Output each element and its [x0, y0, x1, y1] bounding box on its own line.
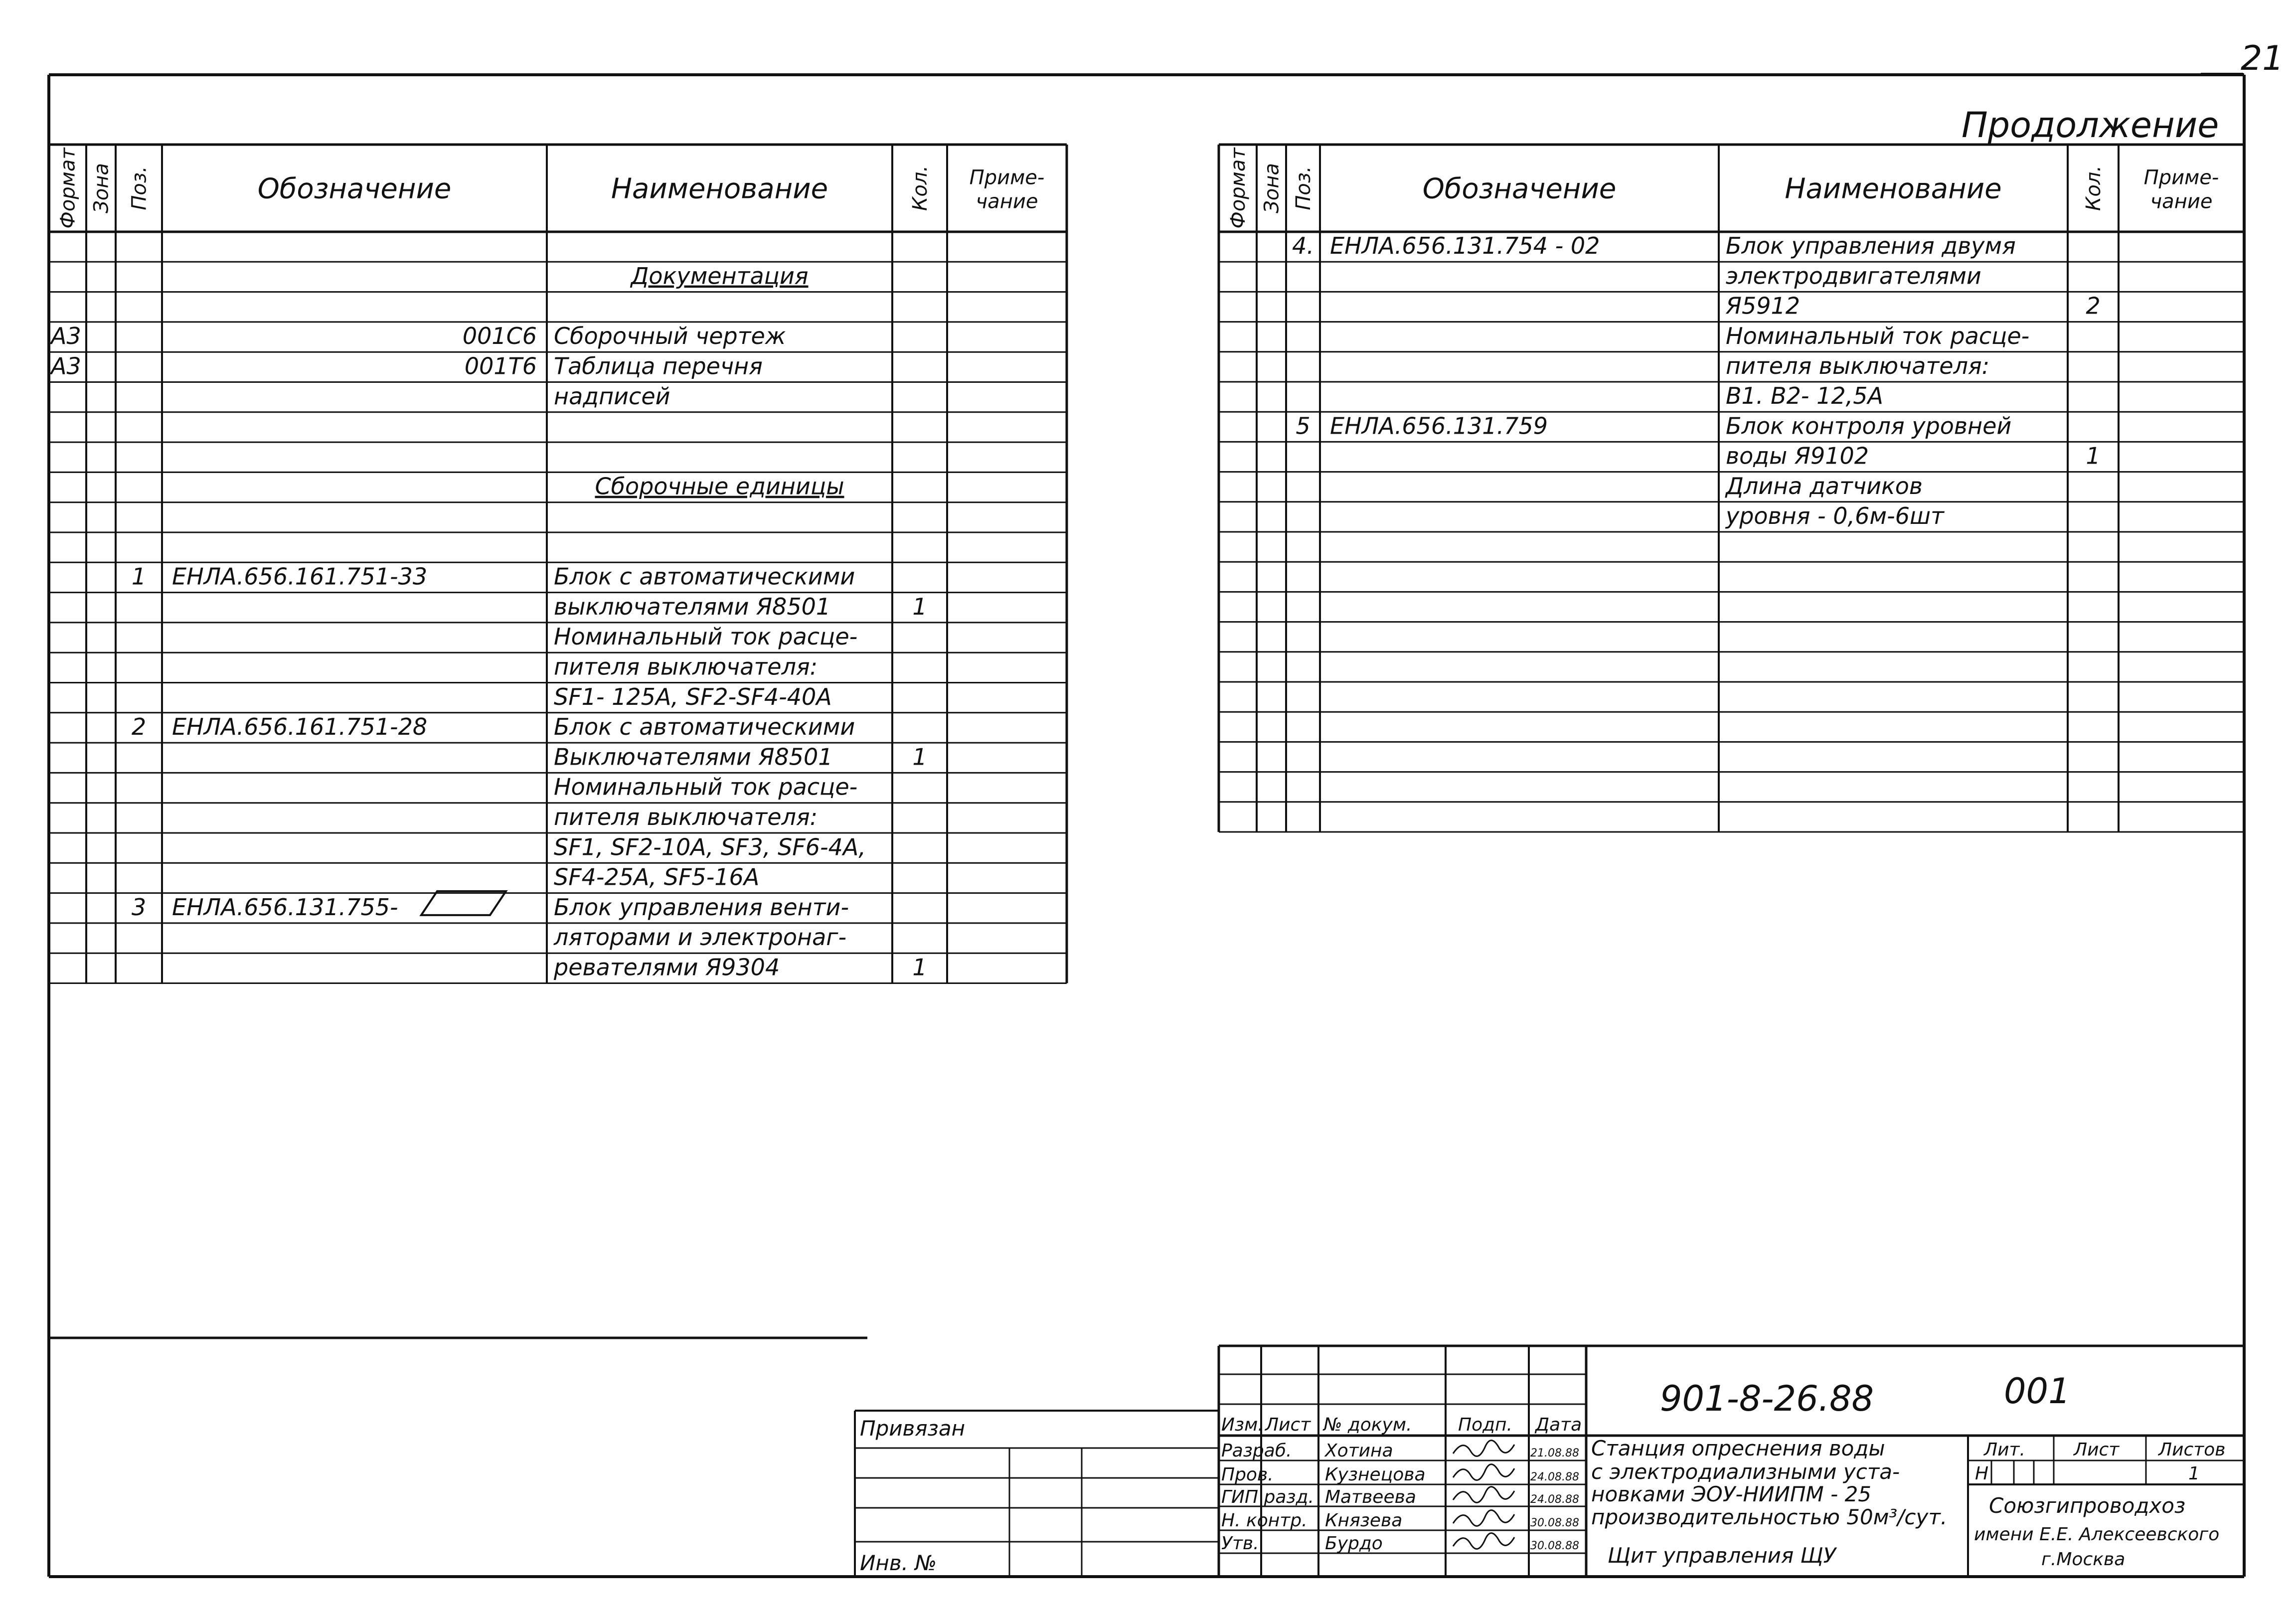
name-cell: Блок с автоматическими	[554, 713, 855, 741]
left-hdr-note-1: Приме-	[969, 166, 1045, 189]
name-cell: пителя выключателя:	[554, 653, 818, 680]
quantity-cell: 2	[2086, 292, 2101, 320]
sign-date: 24.08.88	[1530, 1493, 1579, 1506]
signature-row	[1221, 1533, 1579, 1554]
quantity-cell: 1	[912, 593, 927, 620]
right-table-row	[1296, 412, 2011, 439]
left-hdr-zone: Зона	[90, 163, 113, 213]
org-line-1: Союзгипроводхоз	[1989, 1493, 2186, 1518]
name-cell: электродвигателями	[1726, 262, 1981, 290]
left-hdr-pos: Поз.	[128, 166, 151, 210]
right-hdr-name: Наименование	[1785, 172, 2002, 205]
left-hdr-designation: Обозначение	[257, 172, 452, 205]
sheet-label: Лист	[2074, 1440, 2120, 1460]
title-line-2: с электродиализными уста-	[1591, 1459, 1900, 1484]
position-cell: 2	[131, 713, 147, 741]
attached-label: Привязан	[860, 1416, 966, 1441]
col-signature: Подп.	[1458, 1415, 1512, 1435]
name-cell: Номинальный ток расце-	[554, 623, 858, 650]
name-cell: Сборочный чертеж	[554, 323, 786, 350]
right-table-row	[1726, 352, 1989, 379]
designation-cell: 001С6	[462, 323, 537, 350]
page-number: 21	[2241, 39, 2284, 78]
col-change: Изм.	[1221, 1415, 1264, 1435]
name-cell: SF1- 125А, SF2-SF4-40А	[554, 683, 832, 710]
right-table-row	[1726, 262, 1981, 289]
role-label: ГИП разд.	[1221, 1487, 1314, 1507]
right-hdr-format: Формат	[1227, 148, 1250, 229]
sign-date: 24.08.88	[1530, 1471, 1579, 1483]
left-table-row	[132, 891, 849, 921]
name-cell: Длина датчиков	[1726, 472, 1923, 499]
name-cell: ляторами и электронаг-	[554, 924, 847, 951]
sign-date: 30.08.88	[1530, 1540, 1579, 1552]
right-table-row	[1726, 323, 2029, 349]
designation-cell: ЕНЛА.656.131.759	[1330, 412, 1548, 440]
quantity-cell: 1	[2086, 442, 2101, 470]
person-name: Кузнецова	[1325, 1464, 1426, 1485]
designation-cell: ЕНЛА.656.131.755-	[172, 893, 398, 921]
name-cell: В1. В2- 12,5А	[1726, 382, 1884, 410]
signature-row	[1221, 1441, 1579, 1461]
left-table-row	[595, 473, 844, 500]
name-cell: SF4-25А, SF5-16А	[554, 863, 760, 891]
name-cell: Блок управления венти-	[554, 893, 849, 921]
right-hdr-qty: Кол.	[2082, 165, 2105, 211]
right-hdr-zone: Зона	[1260, 163, 1284, 213]
name-cell: Документация	[631, 262, 809, 290]
person-name: Хотина	[1325, 1441, 1393, 1461]
left-table-row	[554, 774, 857, 801]
blank-variant-box	[421, 891, 506, 915]
signature-mark	[1453, 1487, 1514, 1503]
title-block	[855, 1346, 2244, 1577]
signature-row	[1221, 1510, 1579, 1531]
role-label: Разраб.	[1221, 1441, 1292, 1461]
role-label: Пров.	[1221, 1464, 1274, 1485]
position-cell: 1	[131, 563, 147, 590]
name-cell: выключателями Я8501	[554, 593, 831, 620]
stage-label: Лит.	[1984, 1440, 2025, 1460]
left-table-row	[554, 383, 670, 410]
right-table-row	[1725, 502, 1945, 529]
name-cell: ревателями Я9304	[554, 954, 780, 981]
name-cell: надписей	[554, 382, 670, 410]
signature-rows	[1221, 1441, 1579, 1554]
name-cell: Сборочные единицы	[595, 473, 844, 500]
quantity-cell: 1	[912, 743, 927, 771]
org-line-3: г.Москва	[2041, 1549, 2126, 1570]
left-table-row	[132, 563, 855, 590]
right-hdr-pos: Поз.	[1292, 166, 1315, 210]
quantity-cell: 1	[912, 954, 927, 981]
left-table-row	[132, 713, 855, 740]
position-cell: 5	[1296, 412, 1311, 440]
sheet-code: 001	[2004, 1371, 2071, 1412]
name-cell: SF1, SF2-10А, SF3, SF6-4А,	[554, 833, 866, 861]
document-code: 901-8-26.88	[1660, 1378, 1874, 1419]
sheets-label: Листов	[2158, 1440, 2226, 1460]
outer-frame	[49, 75, 2244, 1577]
left-hdr-qty: Кол.	[909, 165, 932, 211]
col-doc-no: № докум.	[1323, 1415, 1412, 1435]
left-table-row	[554, 833, 866, 860]
name-cell: Блок с автоматическими	[554, 563, 855, 590]
name-cell: Номинальный ток расце-	[554, 773, 858, 801]
signature-mark	[1453, 1510, 1514, 1526]
left-table-row	[554, 864, 759, 891]
right-table-row	[1726, 382, 1883, 409]
right-hdr-note-2: чание	[2150, 190, 2213, 213]
designation-cell: ЕНЛА.656.161.751-28	[172, 713, 428, 741]
signature-row	[1221, 1487, 1579, 1507]
continuation-label: Продолжение	[1962, 105, 2219, 146]
left-table-row	[49, 323, 786, 349]
right-table-row	[1292, 232, 2016, 259]
name-cell: Блок контроля уровней	[1726, 412, 2012, 440]
left-table-row	[553, 924, 846, 951]
col-date: Дата	[1535, 1415, 1582, 1435]
inventory-number-label: Инв. №	[860, 1551, 937, 1575]
left-table-row	[554, 683, 832, 710]
left-hdr-note-2: чание	[976, 190, 1038, 213]
person-name: Бурдо	[1325, 1533, 1383, 1554]
name-cell: Таблица перечня	[554, 352, 763, 380]
name-cell: уровня - 0,6м-6шт	[1726, 502, 1944, 529]
left-table-row	[554, 653, 818, 680]
person-name: Матвеева	[1325, 1487, 1416, 1507]
subtitle: Щит управления ЩУ	[1608, 1543, 1836, 1568]
designation-cell: 001Т6	[464, 352, 537, 380]
col-sheet: Лист	[1265, 1415, 1311, 1435]
right-table-row	[1725, 293, 2101, 320]
org-line-2: имени Е.Е. Алексеевского	[1974, 1524, 2220, 1545]
right-hdr-designation: Обозначение	[1422, 172, 1617, 205]
name-cell: Номинальный ток расце-	[1726, 322, 2030, 349]
left-hdr-format: Формат	[56, 148, 80, 229]
signature-mark	[1453, 1464, 1514, 1480]
left-table-row	[630, 263, 808, 290]
signature-mark	[1453, 1441, 1514, 1457]
left-hdr-name: Наименование	[611, 172, 828, 205]
title-line-3: новками ЭОУ-НИИПМ - 25	[1591, 1482, 1872, 1506]
left-spec-table	[49, 145, 1067, 983]
left-table-row	[554, 743, 927, 770]
designation-cell: ЕНЛА.656.161.751-33	[172, 563, 428, 590]
sign-date: 30.08.88	[1530, 1517, 1579, 1529]
right-spec-table	[1219, 145, 2244, 832]
position-cell: 4.	[1292, 232, 1314, 260]
name-cell: Выключателями Я8501	[554, 743, 833, 771]
left-table-row	[554, 623, 857, 650]
right-table-row	[1725, 473, 1923, 499]
person-name: Князева	[1325, 1510, 1403, 1531]
title-line-4: производительностью 50м³/сут.	[1591, 1505, 1948, 1529]
title-line-1: Станция опреснения воды	[1591, 1436, 1885, 1460]
left-table-row	[553, 954, 927, 981]
role-label: Н. контр.	[1221, 1510, 1308, 1531]
right-hdr-note-1: Приме-	[2143, 166, 2219, 189]
role-label: Утв.	[1221, 1533, 1259, 1554]
name-cell: воды Я9102	[1726, 442, 1869, 470]
name-cell: пителя выключателя:	[1726, 352, 1990, 379]
designation-cell: ЕНЛА.656.131.754 - 02	[1330, 232, 1600, 260]
left-table-row	[554, 804, 818, 830]
format-cell: А3	[51, 323, 81, 350]
stage-value: Н	[1975, 1463, 1989, 1484]
position-cell: 3	[131, 893, 147, 921]
sheets-value: 1	[2188, 1463, 2200, 1484]
left-table-row	[49, 353, 763, 380]
format-cell: А3	[51, 352, 81, 380]
name-cell: Я5912	[1726, 292, 1801, 320]
name-cell: Блок управления двумя	[1726, 232, 2016, 260]
right-table-row	[1726, 443, 2101, 470]
name-cell: пителя выключателя:	[554, 804, 818, 830]
left-table-row	[554, 593, 927, 620]
signature-mark	[1453, 1533, 1514, 1549]
sign-date: 21.08.88	[1530, 1447, 1579, 1459]
signature-row	[1221, 1464, 1579, 1485]
